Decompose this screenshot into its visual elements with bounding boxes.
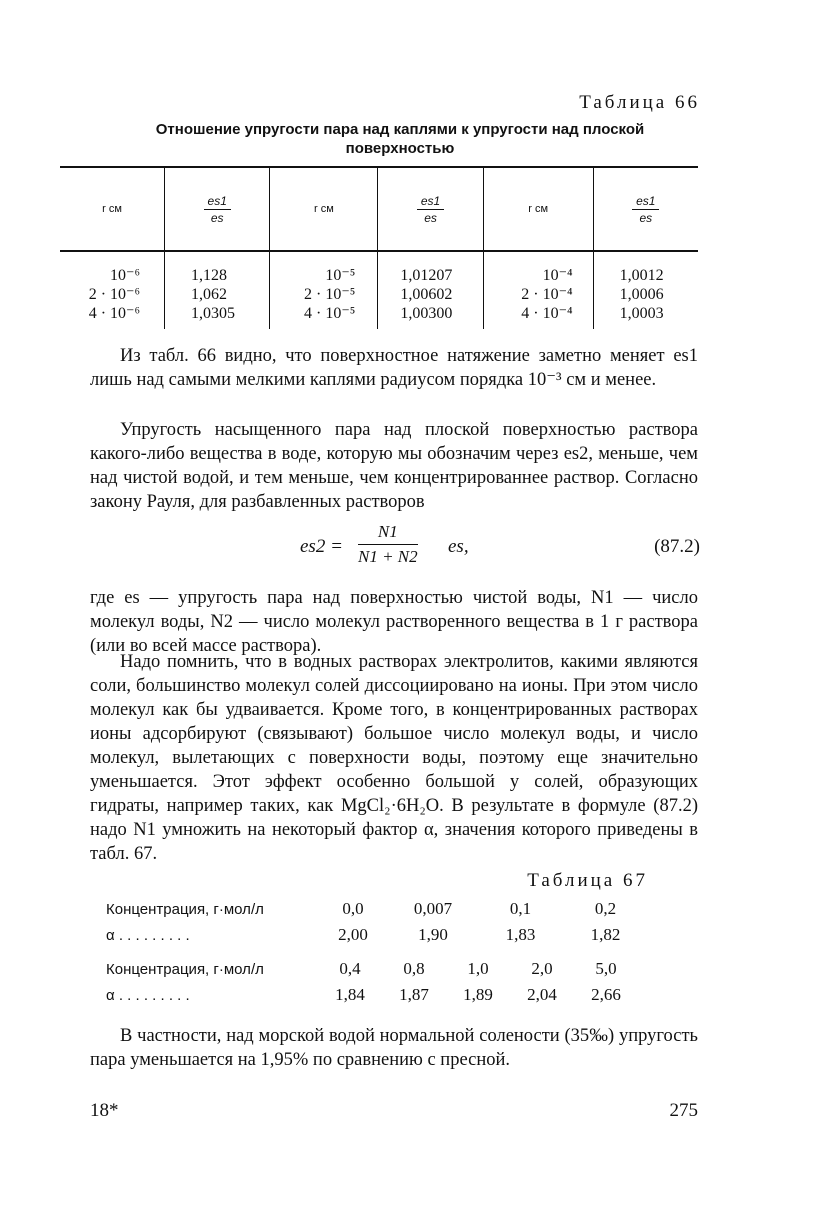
- cell: 2,66: [591, 985, 621, 1004]
- page-number: 275: [669, 1100, 698, 1121]
- table-67-row: [106, 956, 638, 982]
- ratio-den: es: [424, 210, 437, 225]
- concentration-label: Концентрация, г·мол/л: [106, 900, 264, 918]
- table-67-row: [106, 982, 638, 1008]
- paragraph-2: Упругость насыщенного пара над плоской поверхностью раствора какого-либо вещества в воде, которую мы обозначим через es2, меньше, чем над чистой водой, и тем меньше, чем концентрированнее раствор. Согласно закону Рауля, для разбавленных растворов: [90, 420, 698, 512]
- ratio-num: es1: [417, 194, 444, 210]
- cell: 0,4: [339, 959, 361, 978]
- header-ratio-1: [165, 167, 270, 251]
- cell: 1,90: [418, 925, 448, 944]
- table-66-body-row: [60, 251, 698, 329]
- table-67-part-2: [106, 956, 638, 1008]
- cell: 4 · 10⁻⁴: [521, 305, 573, 322]
- alpha-label: α . . . . . . . . .: [106, 986, 190, 1004]
- cell: 0,1: [509, 899, 532, 918]
- cell: 10⁻⁶: [110, 267, 141, 284]
- formula-fraction: [358, 522, 418, 567]
- header-r-3: r см: [483, 167, 593, 251]
- table-67-part-1: [106, 896, 648, 948]
- formula-rhs: es,: [448, 536, 469, 557]
- paragraph-3: где es — упругость пара над поверхностью чистой воды, N1 — число молекул воды, N2 — число молекул растворенного вещества в 1 г раствора (или во всей массе раствора).: [90, 588, 698, 656]
- cell: 0,0: [342, 899, 364, 918]
- cell: 1,0006: [619, 286, 664, 303]
- col2-r: [270, 251, 378, 329]
- table-67-row: [106, 922, 648, 948]
- cell: 1,0003: [619, 305, 664, 322]
- header-ratio-3: [593, 167, 698, 251]
- cell: 0,2: [594, 899, 617, 918]
- cell: 0,007: [413, 899, 453, 918]
- cell: 4 · 10⁻⁶: [88, 305, 141, 322]
- cell: 2,0: [531, 959, 553, 978]
- formula-number: (87.2): [654, 536, 700, 557]
- ratio-num: es1: [632, 194, 659, 210]
- table-67-label: Таблица 67: [527, 870, 648, 891]
- cell: 1,0: [467, 959, 489, 978]
- cell: 1,0012: [619, 267, 664, 284]
- cell: 1,83: [505, 925, 536, 944]
- table-67-row: [106, 896, 648, 922]
- cell: 2,04: [527, 985, 557, 1004]
- col1-r: [60, 251, 165, 329]
- cell: 1,00300: [400, 305, 453, 322]
- header-r-1: r см: [60, 167, 165, 251]
- col3-r: [483, 251, 593, 329]
- cell: 2 · 10⁻⁵: [303, 286, 356, 303]
- cell: 1,00602: [400, 286, 453, 303]
- col3-v: [593, 251, 698, 329]
- col2-v: [378, 251, 483, 329]
- cell: 1,01207: [400, 267, 453, 284]
- cell: 1,0305: [191, 305, 236, 322]
- cell: 1,87: [399, 985, 429, 1004]
- cell: 1,89: [463, 985, 493, 1004]
- cell: 1,84: [335, 985, 365, 1004]
- cell: 4 · 10⁻⁵: [303, 305, 356, 322]
- cell: 10⁻⁴: [542, 267, 573, 284]
- table-66-title: [80, 120, 720, 158]
- cell: 2,00: [338, 925, 368, 944]
- cell: 2 · 10⁻⁶: [88, 286, 141, 303]
- paragraph-4: Надо помнить, что в водных растворах электролитов, какими являются соли, большинство молекул солей диссоциировано на ионы. При этом число молекул как бы удваивается. Кроме того, в концентрированных растворах ионы адсорбируют (связывают) большое число молекул воды, и число молекул, вылетающих с поверхности воды, поэтому еще значительно уменьшается. Этот эффект особенно большой у солей, образующих гидраты, например таких, как MgCl₂·6H₂O. В результате в формуле (87.2) надо N1 умножить на некоторый фактор α, значения которого приведены в табл. 67.: [90, 652, 698, 864]
- paragraph-1: Из табл. 66 видно, что поверхностное натяжение заметно меняет es1 лишь над самыми мелкими каплями радиусом порядка 10⁻³ см и менее.: [90, 346, 698, 390]
- ratio-num: es1: [204, 194, 231, 210]
- table-66: [60, 166, 698, 329]
- cell: 5,0: [595, 959, 617, 978]
- header-r-2: r см: [270, 167, 378, 251]
- ratio-den: es: [210, 210, 224, 225]
- cell: 2 · 10⁻⁴: [521, 286, 573, 303]
- col1-v: [165, 251, 270, 329]
- paragraph-5: В частности, над морской водой нормальной солености (35‰) упругость пара уменьшается на 1,95% по сравнению с пресной.: [90, 1026, 698, 1070]
- table-66-title-line2: поверхностью: [345, 140, 455, 157]
- signature-mark: 18*: [90, 1100, 119, 1121]
- formula-87-2: [300, 522, 700, 572]
- header-ratio-2: [378, 167, 483, 251]
- cell: 1,128: [191, 267, 228, 284]
- cell: 0,8: [403, 959, 425, 978]
- table-66-header-row: [60, 167, 698, 251]
- concentration-label: Концентрация, г·мол/л: [106, 960, 264, 978]
- cell: 10⁻⁵: [325, 267, 356, 284]
- formula-lhs: es2 =: [300, 536, 343, 557]
- table-66-label: Таблица 66: [579, 92, 700, 113]
- formula-numerator: N1: [358, 522, 418, 545]
- alpha-label: α . . . . . . . . .: [106, 926, 190, 944]
- ratio-den: es: [639, 210, 653, 225]
- formula-denominator: N1 + N2: [358, 547, 418, 566]
- cell: 1,062: [191, 286, 228, 303]
- cell: 1,82: [590, 925, 621, 944]
- table-66-title-line1: Отношение упругости пара над каплями к упругости над плоской: [155, 121, 645, 138]
